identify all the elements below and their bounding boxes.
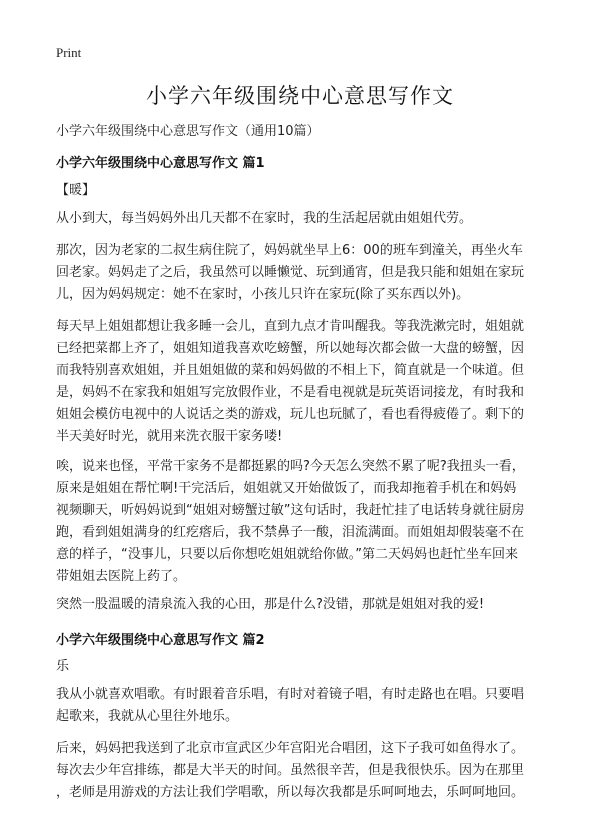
paragraph-s1-p1 (56, 208, 552, 230)
paragraph-s1-p2 (56, 240, 552, 306)
paragraph-s1-p3 (56, 316, 552, 448)
section-label-text: 乐 (56, 659, 70, 674)
text-line: 带姐姐去医院上药了。 (56, 569, 187, 584)
text-line: 起歌来，我就从心里往外地乐。 (56, 709, 239, 724)
paragraph-s1-p5 (56, 594, 552, 616)
text-line: 我从小就喜欢唱歌。有时跟着音乐唱，有时对着镜子唱，有时走路也在唱。只要唱 (56, 687, 525, 702)
document-title: 小学六年级围绕中心意思写作文 (146, 84, 454, 108)
text-line: 突然一股温暖的清泉流入我的心田，那是什么?没错，那就是姐姐对我的爱! (56, 597, 485, 612)
section-label-1 (56, 180, 552, 202)
text-line: 半天美好时光，就用来洗衣服干家务喽! (56, 429, 283, 444)
text-line: 那次，因为老家的二叔生病住院了，妈妈就坐早上6：00的班车到潼关，再坐火车 (56, 243, 523, 258)
paragraph-s2-p1 (56, 684, 552, 728)
text-line: 儿，因为妈妈规定：她不在家时，小孩儿只许在家玩(除了买东西以外)。 (56, 287, 470, 302)
text-line: 原来是姐姐在帮忙啊!干完活后，姐姐就又开始做饭了，而我却拖着手机在和妈妈 (56, 481, 517, 496)
paragraph-s1-p4 (56, 456, 552, 588)
text-line: 已经把菜都上齐了，姐姐知道我喜欢吃螃蟹，所以她每次都会做一大盘的螃蟹，因 (56, 341, 525, 356)
text-line: 视频聊天，听妈妈说到“姐姐对螃蟹过敏”这句话时，我赶忙挂了电话转身就往厨房 (56, 503, 525, 518)
text-line: 跑，看到姐姐满身的红疙瘩后，我不禁鼻子一酸，泪流满面。而姐姐却假装毫不在 (56, 525, 525, 540)
section-label-2 (56, 656, 552, 678)
text-line: 姐姐会模仿电视中的人说话之类的游戏，玩儿也玩腻了，看也看得疲倦了。剩下的 (56, 407, 525, 422)
text-line: 唉，说来也怪，平常干家务不是都挺累的吗?今天怎么突然不累了呢?我扭头一看， (56, 459, 525, 474)
section-heading-1: 小学六年级围绕中心意思写作文 篇1 (56, 156, 265, 171)
text-line: 每天早上姐姐都想让我多睡一会儿，直到九点才肯叫醒我。等我洗漱完时，姐姐就 (56, 319, 525, 334)
section-label-text: 【暖】 (56, 183, 96, 198)
text-line: 每次去少年宫排练，都是大半天的时间。虽然很辛苦，但是我很快乐。因为在那里 (56, 763, 525, 778)
section-heading-2: 小学六年级围绕中心意思写作文 篇2 (56, 633, 265, 648)
paragraph-s2-p2 (56, 738, 552, 804)
text-line: 从小到大，每当妈妈外出几天都不在家时，我的生活起居就由姐姐代劳。 (56, 211, 473, 226)
text-line: 是，妈妈不在家我和姐姐写完放假作业，不是看电视就是玩英语词接龙，有时我和 (56, 385, 525, 400)
text-line: ，老师是用游戏的方法让我们学唱歌，所以每次我都是乐呵呵地去，乐呵呵地回。 (56, 785, 525, 800)
text-line: 回老家。妈妈走了之后，我虽然可以睡懒觉、玩到通宵，但是我只能和姐姐在家玩 (56, 265, 525, 280)
document-subtitle: 小学六年级围绕中心意思写作文（通用10篇） (56, 124, 320, 139)
text-line: 后来，妈妈把我送到了北京市宣武区少年宫阳光合唱团，这下子我可如鱼得水了。 (56, 741, 525, 756)
print-link[interactable]: Print (56, 45, 82, 60)
text-line: 意的样子，“没事儿，只要以后你想吃姐姐就给你做。”第二天妈妈也赶忙坐车回来 (56, 547, 518, 562)
text-line: 而我特别喜欢姐姐，并且姐姐做的菜和妈妈做的不相上下，简直就是一个味道。但 (56, 363, 525, 378)
